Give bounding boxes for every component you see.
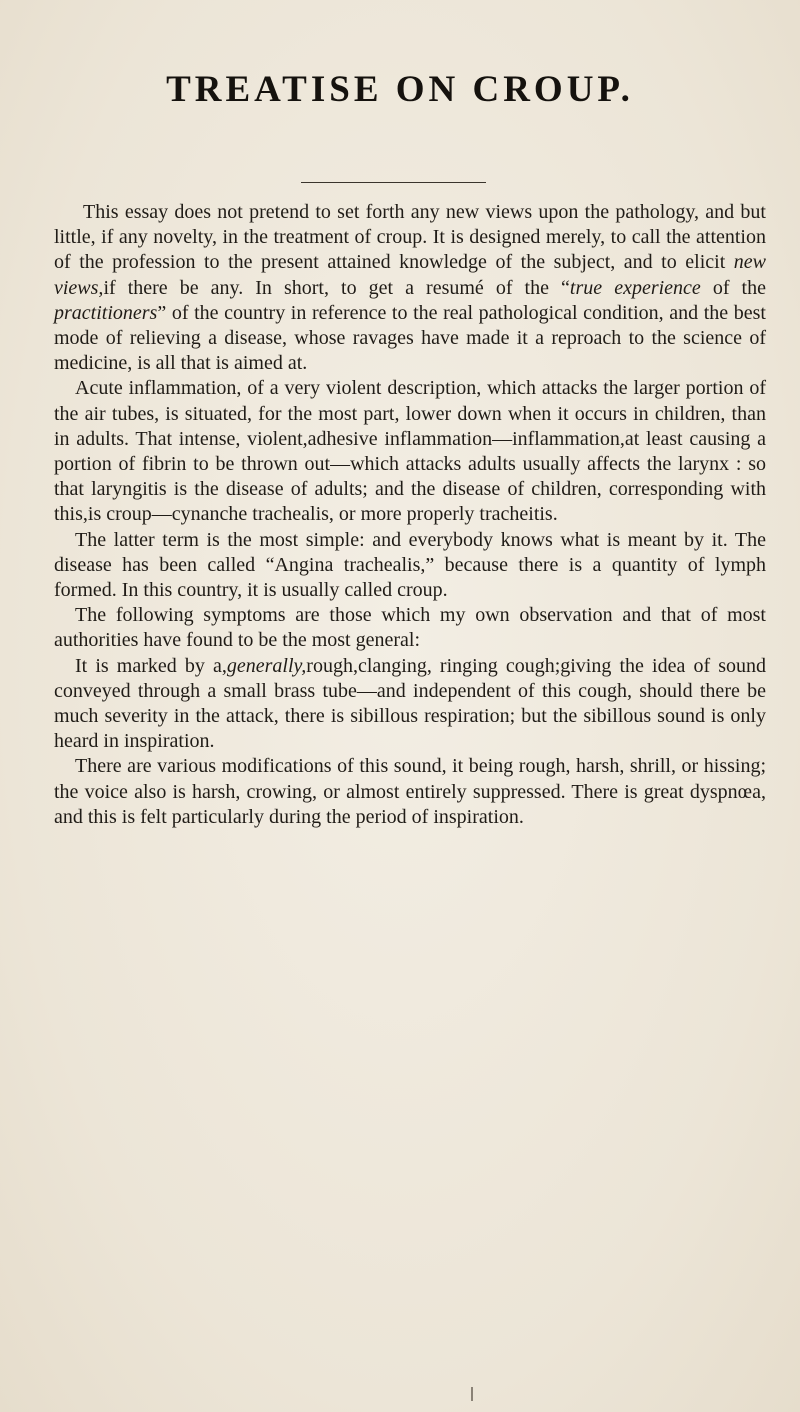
paragraph-intro-text-2: if there be any. In short, to get a resumé of the “ — [103, 276, 570, 299]
paragraph-intro-italic-true-experience: true experience — [569, 276, 701, 299]
title-divider-rule — [301, 182, 486, 183]
body-text — [54, 200, 766, 830]
paragraph-intro-italic-new-views: new views, — [54, 251, 766, 299]
paragraph-intro-text-4: ” of the country in reference to the real pathological condition, and the best mode of relieving a disease, whose ravages have made it a reproach to the science of medicine, is all that is aimed at. — [54, 301, 766, 375]
paragraph-intro-text-1: This essay does not pretend to set forth any new views upon the pathology, and but little, if any novelty, in the treatment of croup. It is designed merely, to call the attention of the profession to the present attained knowledge of the subject, and to elicit — [54, 201, 766, 274]
paragraph-modifications: There are various modifications of this sound, it being rough, harsh, shrill, or hissing; the voice also is harsh, crowing, or almost entirely suppressed. There is great dyspnœa, and this is felt particularly during the period of inspiration. — [54, 755, 766, 828]
page-title: TREATISE ON CROUP. — [166, 69, 634, 110]
paragraph-intro-text-3: of the — [700, 276, 766, 299]
paragraph-intro-italic-practitioners: practitioners — [54, 301, 158, 324]
paragraph-latter-term: The latter term is the most simple: and everybody knows what is meant by it. The disease has been called “Angina trachealis,” because there is a quantity of lymph formed. In this country, it is usually called croup. — [54, 528, 766, 602]
paragraph-cough-text-1: It is marked by a, — [75, 654, 227, 677]
paragraph-symptoms-intro: The following symptoms are those which my own observation and that of most authorities have found to be the most general: — [54, 604, 766, 652]
paragraph-acute-inflammation: Acute inflammation, of a very violent description, which attacks the larger portion of the air tubes, is situated, for the most part, lower down when it occurs in children, than in adults. That intense, violent,adhesive inflammation—inflammation,at least causing a portion of fibrin to be thrown out—which attacks adults usually affects the larynx : so that laryngitis is the disease of adults; and the disease of children, corresponding with this,is croup—cynanche trachealis, or more properly tracheitis. — [54, 377, 766, 526]
paragraph-cough-text-2: rough,clanging, ringing cough;giving the idea of sound conveyed through a small brass tube—and independent of this cough, should there be much severity in the attack, there is sibillous respiration; but the sibillous sound is only heard in inspiration. — [54, 654, 766, 753]
page-bottom-mark — [471, 1387, 473, 1401]
paragraph-intro — [54, 200, 766, 376]
paragraph-cough — [54, 654, 766, 755]
paragraph-cough-italic-generally: generally, — [226, 654, 307, 677]
